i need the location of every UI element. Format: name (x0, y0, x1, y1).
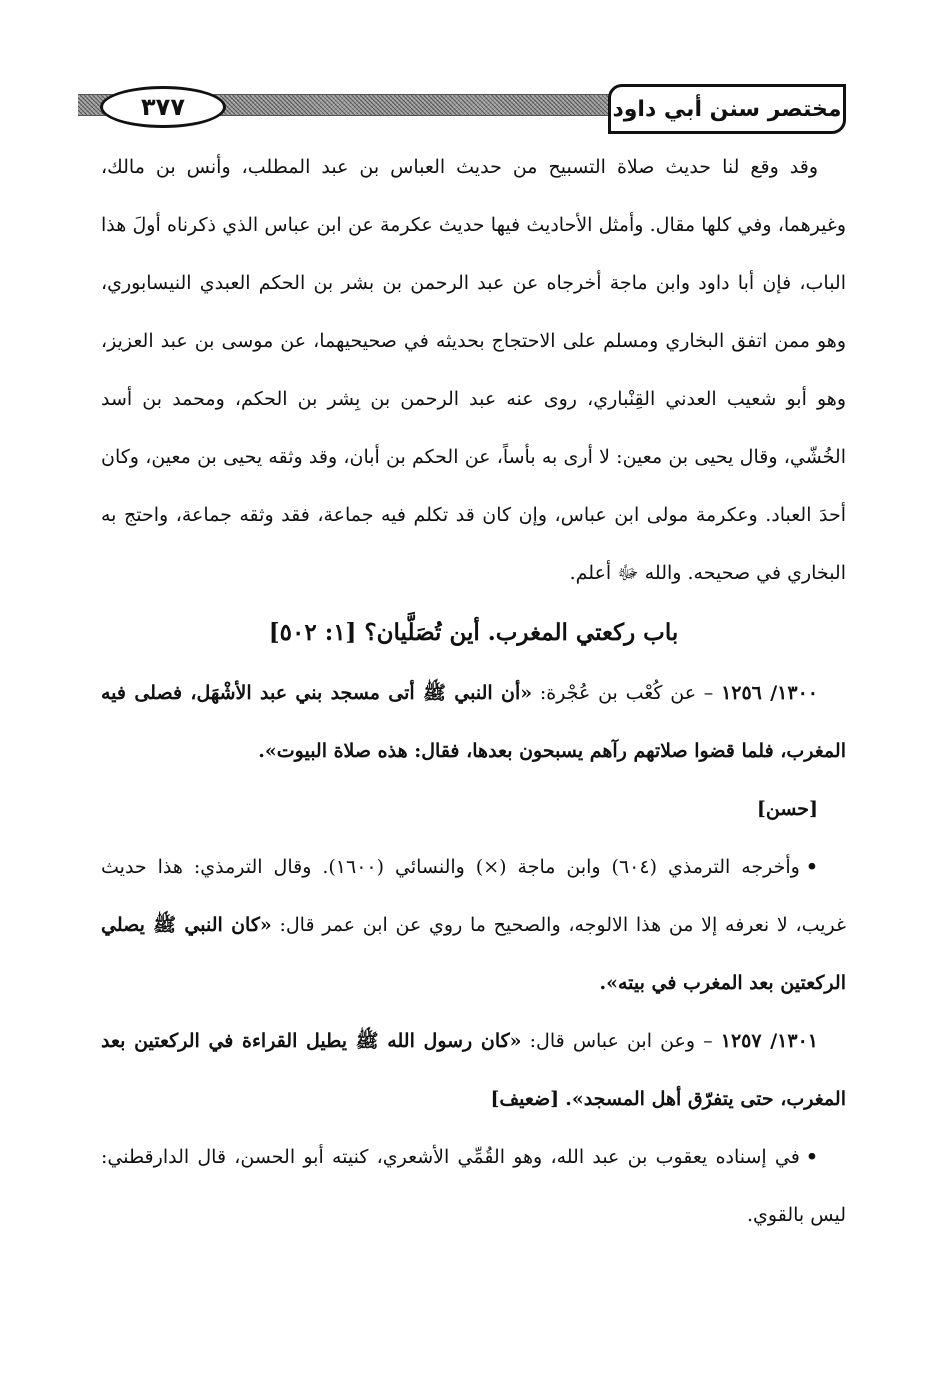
hadith-1-number: ١٣٠٠/ ١٢٥٦ (721, 682, 818, 704)
hadith-2-grade: [ضعيف] (490, 1088, 560, 1110)
note-2-bullet: • (805, 1146, 818, 1168)
chapter-heading: باب ركعتي المغرب. أين تُصَلَّيان؟ [١: ٥٠٢] (268, 619, 679, 646)
note-1-quote: «كان النبي ﷺ يصلي الركعتين بعد المغرب في بيته». (101, 914, 846, 994)
note-1 (101, 838, 846, 1012)
hadith-2-text: «كان رسول الله ﷺ يطيل القراءة في الركعتين بعد المغرب، حتى يتفرّق أهل المسجد». (101, 1030, 846, 1110)
note-1-text: وأخرجه الترمذي (٦٠٤) وابن ماجة (×) والنسائي (١٦٠٠). وقال الترمذي: هذا حديث غريب، لا نعرفه إلا من هذا الالوجه، والصحيح ما روي عن ابن عمر قال: (101, 856, 846, 936)
book-title: مختصر سنن أبي داود (608, 84, 846, 134)
hadith-1-narrator: – عن كُعْب بن عُجْرة: (532, 682, 722, 704)
hadith-1-text: «أن النبي ﷺ أتى مسجد بني عبد الأشْهَل، فصلى فيه المغرب، فلما قضوا صلاتهم رآهم يسبحون بعدها، فقال: هذه صلاة البيوت». (101, 682, 846, 762)
hadith-2 (101, 1012, 846, 1128)
hadith-2-narrator: – وعن ابن عباس قال: (521, 1030, 721, 1052)
hadith-2-number: ١٣٠١/ ١٢٥٧ (720, 1030, 818, 1052)
page-header (78, 84, 846, 136)
page-content (101, 138, 846, 1244)
note-2 (101, 1128, 846, 1244)
note-2-text: في إسناده يعقوب بن عبد الله، وهو القُمِّي الأشعري، كنيته أبو الحسن، قال الدارقطني: ليس بالقوي. (101, 1146, 846, 1226)
page-number: ٣٧٧ (100, 86, 226, 128)
hadith-1 (101, 664, 846, 838)
intro-paragraph: وقد وقع لنا حديث صلاة التسبيح من حديث العباس بن عبد المطلب، وأنس بن مالك، وغيرهما، وفي كلها مقال. وأمثل الأحاديث فيها حديث عكرمة عن ابن عباس الذي ذكرناه أولَ هذا الباب، فإن أبا داود وابن ماجة أخرجاه عن عبد الرحمن بن بشر بن الحكم العبدي النيسابوري، وهو ممن اتفق البخاري ومسلم على الاحتجاج بحديثه في صحيحيهما، عن موسى بن عبد العزيز، وهو أبو شعيب العدني القِنْباري، روى عنه عبد الرحمن بن بِشر بن الحكم، ومحمد بن أسد الخُشّي، وقال يحيى بن معين: لا أرى به بأساً، عن الحكم بن أبان، وقد وثقه يحيى بن معين، وكان أحدَ العباد. وعكرمة مولى ابن عباس، وإن كان قد تكلم فيه جماعة، فقد وثقه جماعة، واحتج به البخاري في صحيحه. والله ﷻ أعلم. (101, 156, 846, 584)
hadith-1-grade: [حسن] (756, 798, 818, 820)
note-1-bullet: • (805, 856, 818, 878)
